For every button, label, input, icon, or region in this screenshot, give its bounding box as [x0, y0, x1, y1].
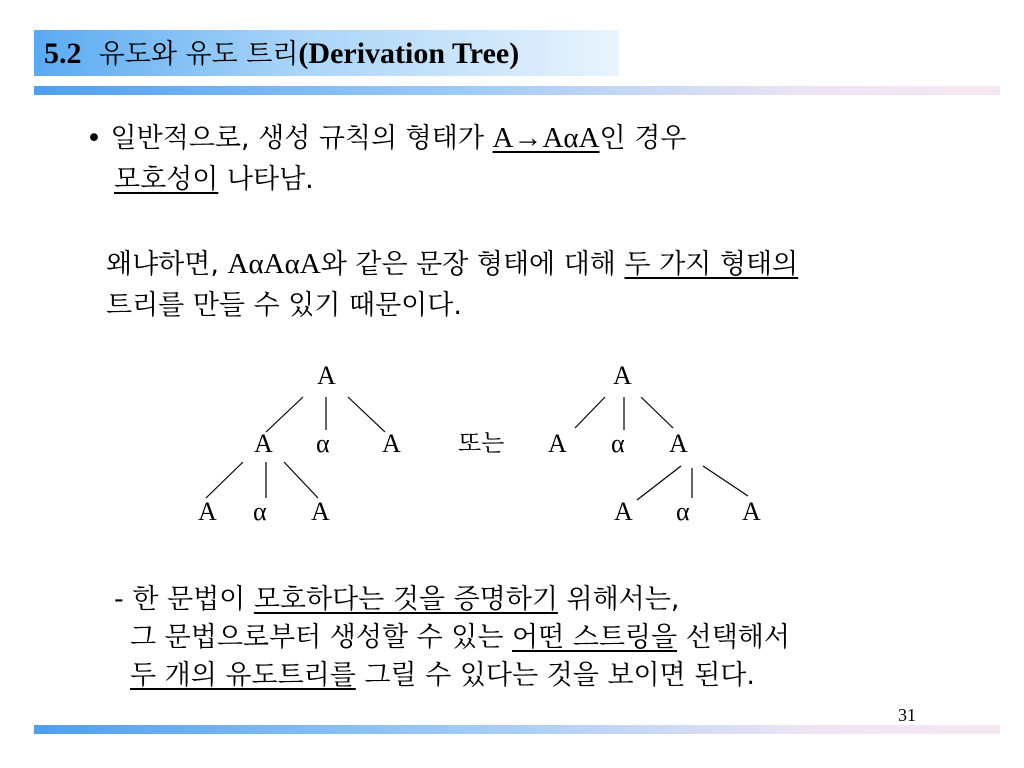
tree1-right-node: A	[382, 429, 401, 458]
note-underlined-1: 모호하다는 것을 증명하기	[253, 584, 558, 615]
note-text: 한 문법이	[132, 584, 254, 615]
ambiguity-term: 모호성이	[114, 164, 219, 195]
tree2-left-node: A	[548, 429, 567, 458]
tree2-leaf-right: A	[742, 497, 761, 526]
note-text-end: 위해서는,	[557, 584, 680, 615]
page-number: 31	[898, 705, 916, 725]
tree2-edge	[641, 397, 673, 428]
note-underlined-3: 두 개의 유도트리를	[130, 660, 356, 691]
note-dash: -	[114, 584, 133, 615]
tree2-edge	[637, 466, 681, 500]
bullet-text: 일반적으로, 생성 규칙의 형태가	[110, 123, 493, 154]
tree2-leaf-left: A	[614, 497, 633, 526]
note-line-3	[130, 658, 755, 694]
tree1-edge	[284, 462, 318, 498]
reason-text-mid: 와 같은 문장 형태에 대해	[320, 249, 625, 280]
tree2-root-node: A	[613, 361, 632, 390]
tree1-alpha-node: α	[316, 429, 330, 458]
tree1-leaf-right: A	[311, 497, 330, 526]
section-number: 5.2	[44, 37, 82, 70]
tree1-leaf-alpha: α	[253, 497, 267, 526]
tree1-left-node: A	[254, 429, 273, 458]
note-underlined-2: 어떤 스트링을	[511, 622, 678, 653]
tree1-leaf-left: A	[198, 497, 217, 526]
production-rule: A→AαA	[492, 122, 600, 154]
title-korean: 유도와 유도 트리	[98, 39, 299, 70]
note-line-2	[130, 620, 790, 656]
sentential-form: AαAαA	[227, 248, 321, 280]
note-line-2-text: 그 문법으로부터 생성할 수 있는	[130, 622, 512, 653]
tree1-edge	[266, 397, 303, 432]
tree1-root-node: A	[317, 361, 336, 390]
tree2-edge	[703, 466, 748, 496]
tree1-edge	[206, 462, 243, 498]
bottom-divider	[34, 725, 1000, 734]
tree1-edge	[348, 397, 385, 432]
title-english: (Derivation Tree)	[298, 37, 520, 70]
tree2-leaf-alpha: α	[676, 497, 690, 526]
note-line-2-end: 선택해서	[677, 622, 790, 653]
reason-text-start: 왜냐하면,	[106, 249, 228, 280]
note-line-1	[114, 582, 679, 618]
two-forms-term: 두 가지 형태의	[624, 249, 799, 280]
bullet-marker: •	[86, 123, 102, 154]
tree2-right-node: A	[669, 429, 688, 458]
or-label: 또는	[458, 429, 505, 457]
tree2-alpha-node: α	[611, 429, 625, 458]
bullet-text-end: 인 경우	[599, 123, 687, 154]
bullet-line-2-text: 나타남.	[218, 164, 314, 195]
note-line-3-text: 그릴 수 있다는 것을 보이면 된다.	[355, 660, 755, 691]
tree2-edge	[575, 397, 605, 428]
reason-text-end: 트리를 만들 수 있기 때문이다.	[106, 290, 462, 321]
